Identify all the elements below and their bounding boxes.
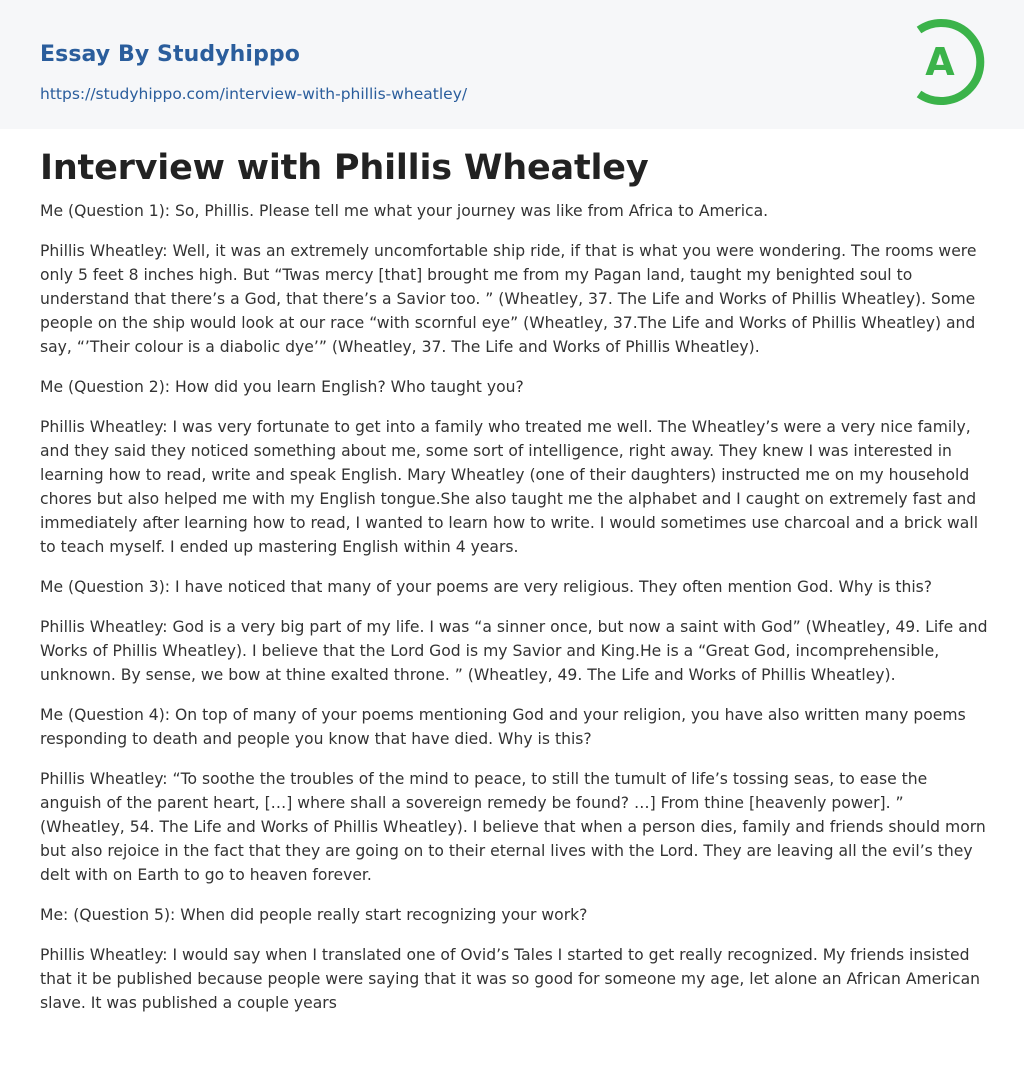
paragraph-answer-5: Phillis Wheatley: I would say when I translated one of Ovid’s Tales I started to get really recognized. My friends insisted that it be published because people were saying that it was so good for someone my age, let alone an African American slave. It was published a couple years: [40, 946, 981, 1012]
site-header: [0, 0, 1024, 129]
paragraph-answer-1: Phillis Wheatley: Well, it was an extremely uncomfortable ship ride, if that is what you were wondering. The rooms were only 5 feet 8 inches high. But “Twas mercy [that] brought me from my Pagan land, taught my benighted soul to understand that there’s a God, that there’s a Savior too. ” (Wheatley, 37. The Life and Works of Phillis Wheatley). Some people on the ship would look at our race “with scornful eye” (Wheatley, 37.The Life and Works of Phillis Wheatley) and say, “’Their colour is a diabolic dye’” (Wheatley, 37. The Life and Works of Phillis Wheatley).: [40, 242, 977, 356]
paragraph-question-5: Me: (Question 5): When did people really start recognizing your work?: [40, 906, 588, 924]
article: [40, 146, 988, 1031]
article-title: Interview with Phillis Wheatley: [40, 148, 649, 188]
paragraph-question-4: Me (Question 4): On top of many of your poems mentioning God and your religion, you have also written many poems responding to death and people you know that have died. Why is this?: [40, 706, 966, 748]
paragraph-answer-3: Phillis Wheatley: God is a very big part of my life. I was “a sinner once, but now a saint with God” (Wheatley, 49. Life and Works of Phillis Wheatley). I believe that the Lord God is my Savior and King.He is a “Great God, incomprehensible, unknown. By sense, we bow at thine exalted throne. ” (Wheatley, 49. The Life and Works of Phillis Wheatley).: [40, 618, 988, 684]
page-url-link[interactable]: https://studyhippo.com/interview-with-phillis-wheatley/: [40, 85, 468, 103]
paragraph-answer-4: Phillis Wheatley: “To soothe the troubles of the mind to peace, to still the tumult of life’s tossing seas, to ease the anguish of the parent heart, […] where shall a sovereign remedy be found? …] From thine [heavenly power]. ” (Wheatley, 54. The Life and Works of Phillis Wheatley). I believe that when a person dies, family and friends should morn but also rejoice in the fact that they are going on to their eternal lives with the Lord. They are leaving all the evil’s they delt with on Earth to go to heaven forever.: [40, 770, 986, 884]
paragraph-question-2: Me (Question 2): How did you learn English? Who taught you?: [40, 378, 524, 396]
paragraph-question-3: Me (Question 3): I have noticed that many of your poems are very religious. They often mention God. Why is this?: [40, 578, 933, 596]
studyhippo-logo-icon[interactable]: [911, 18, 987, 106]
paragraph-question-1: Me (Question 1): So, Phillis. Please tell me what your journey was like from Africa to America.: [40, 202, 769, 220]
logo-letter: A: [925, 40, 955, 84]
paragraph-answer-2: Phillis Wheatley: I was very fortunate to get into a family who treated me well. The Wheatley’s were a very nice family, and they said they noticed something about me, some sort of intelligence, right away. They knew I was interested in learning how to read, write and speak English. Mary Wheatley (one of their daughters) instructed me on my household chores but also helped me with my English tongue.She also taught me the alphabet and I caught on extremely fast and immediately after learning how to read, I wanted to learn how to write. I would sometimes use charcoal and a brick wall to teach myself. I ended up mastering English within 4 years.: [40, 418, 979, 556]
site-brand[interactable]: Essay By Studyhippo: [40, 42, 300, 67]
